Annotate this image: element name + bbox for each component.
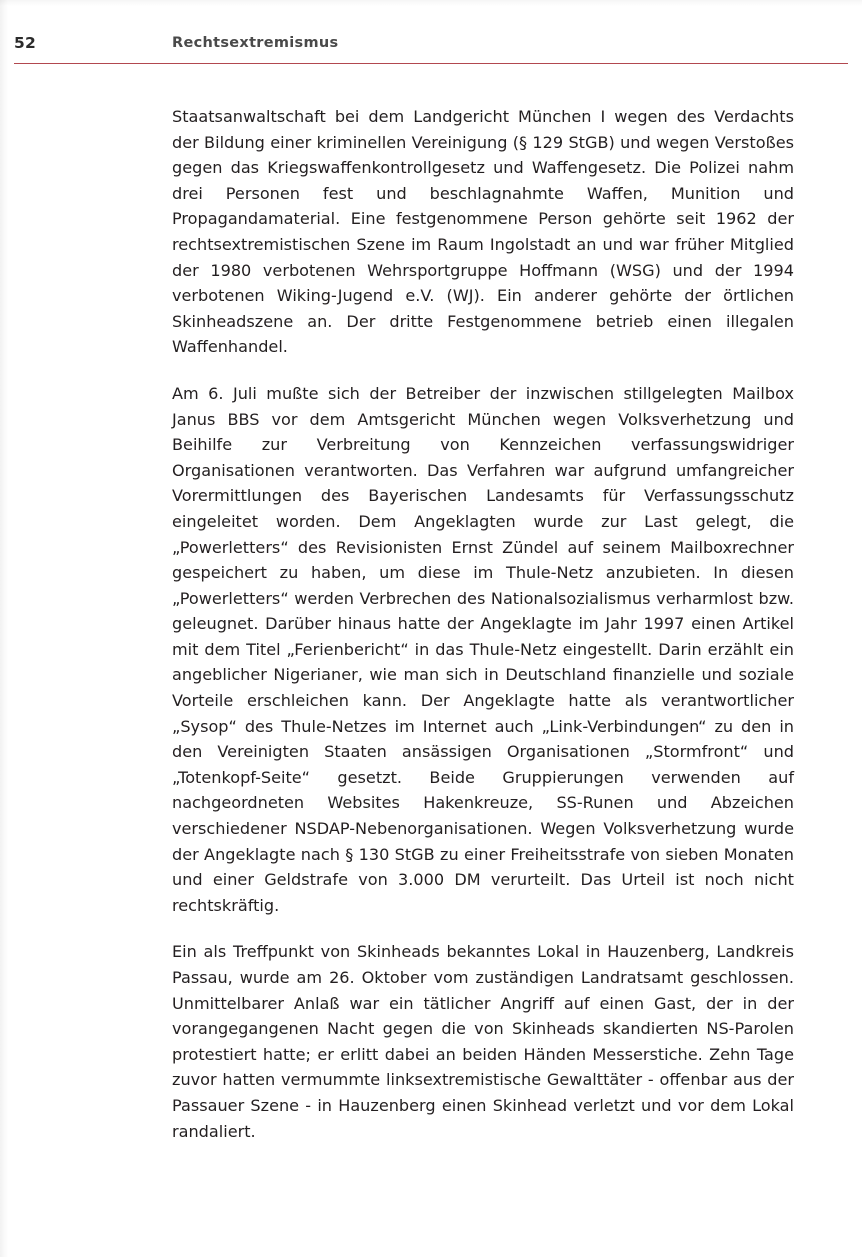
header-divider bbox=[14, 63, 848, 64]
paragraph: Ein als Treffpunkt von Skinheads bekanntes Lokal in Hauzenberg, Landkreis Passau, wurde am 26. Oktober vom zuständigen Landratsamt geschlossen. Unmittelbarer Anlaß war ein tätlicher Angriff auf einen Gast, der in der vorangegangenen Nacht gegen die von Skinheads skandierten NS-Parolen protestiert hatte; er erlitt dabei an beiden Händen Messerstiche. Zehn Tage zuvor hatten vermummte linksextremistische Gewalttäter - offenbar aus der Passauer Szene - in Hauzenberg einen Skinhead verletzt und vor dem Lokal randaliert. bbox=[172, 942, 794, 1141]
page-number: 52 bbox=[14, 34, 36, 52]
page-edge-shading-top bbox=[0, 0, 862, 6]
page-edge-shading-left bbox=[0, 0, 8, 1257]
running-title: Rechtsextremismus bbox=[172, 35, 339, 51]
body-text-column bbox=[172, 104, 794, 1144]
running-header bbox=[0, 34, 862, 68]
paragraph: Am 6. Juli mußte sich der Betreiber der inzwischen stillgelegten Mailbox Janus BBS vor dem Amtsgericht München wegen Volksverhetzung und Beihilfe zur Verbreitung von Kennzeichen verfassungswidriger Organisationen verantworten. Das Verfahren war aufgrund umfangreicher Vorermittlungen des Bayerischen Landesamts für Verfassungsschutz eingeleitet worden. Dem Angeklagten wurde zur Last gelegt, die „Powerletters“ des Revisionisten Ernst Zündel auf seinem Mailboxrechner gespeichert zu haben, um diese im Thule-Netz anzubieten. In diesen „Powerletters“ werden Verbrechen des Nationalsozialismus verharmlost bzw. geleugnet. Darüber hinaus hatte der Angeklagte im Jahr 1997 einen Artikel mit dem Titel „Ferienbericht“ in das Thule-Netz eingestellt. Darin erzählt ein angeblicher Nigerianer, wie man sich in Deutschland finanzielle und soziale Vorteile erschleichen kann. Der Angeklagte hatte als verantwortlicher „Sysop“ des Thule-Netzes im Internet auch „Link-Verbindungen“ zu den in den Vereinigten Staaten ansässigen Organisationen „Stormfront“ und „Totenkopf-Seite“ gesetzt. Beide Gruppierungen verwenden auf nachgeordneten Websites Hakenkreuze, SS-Runen und Abzeichen verschiedener NSDAP-Nebenorganisationen. Wegen Volksverhetzung wurde der Angeklagte nach § 130 StGB zu einer Freiheitsstrafe von sieben Monaten und einer Geldstrafe von 3.000 DM verurteilt. Das Urteil ist noch nicht rechtskräftig. bbox=[172, 383, 794, 915]
paragraph: Staatsanwaltschaft bei dem Landgericht München I wegen des Verdachts der Bildung einer kriminellen Vereinigung (§ 129 StGB) und wegen Verstoßes gegen das Kriegswaffenkontrollgesetz und Waffengesetz. Die Polizei nahm drei Personen fest und beschlagnahmte Waffen, Munition und Propagandamaterial. Eine festgenommene Person gehörte seit 1962 der rechtsextremistischen Szene im Raum Ingolstadt an und war früher Mitglied der 1980 verbotenen Wehrsportgruppe Hoffmann (WSG) und der 1994 verbotenen Wiking-Jugend e.V. (WJ). Ein anderer gehörte der örtlichen Skinheadszene an. Der dritte Festgenommene betrieb einen illegalen Waffenhandel. bbox=[172, 107, 794, 357]
